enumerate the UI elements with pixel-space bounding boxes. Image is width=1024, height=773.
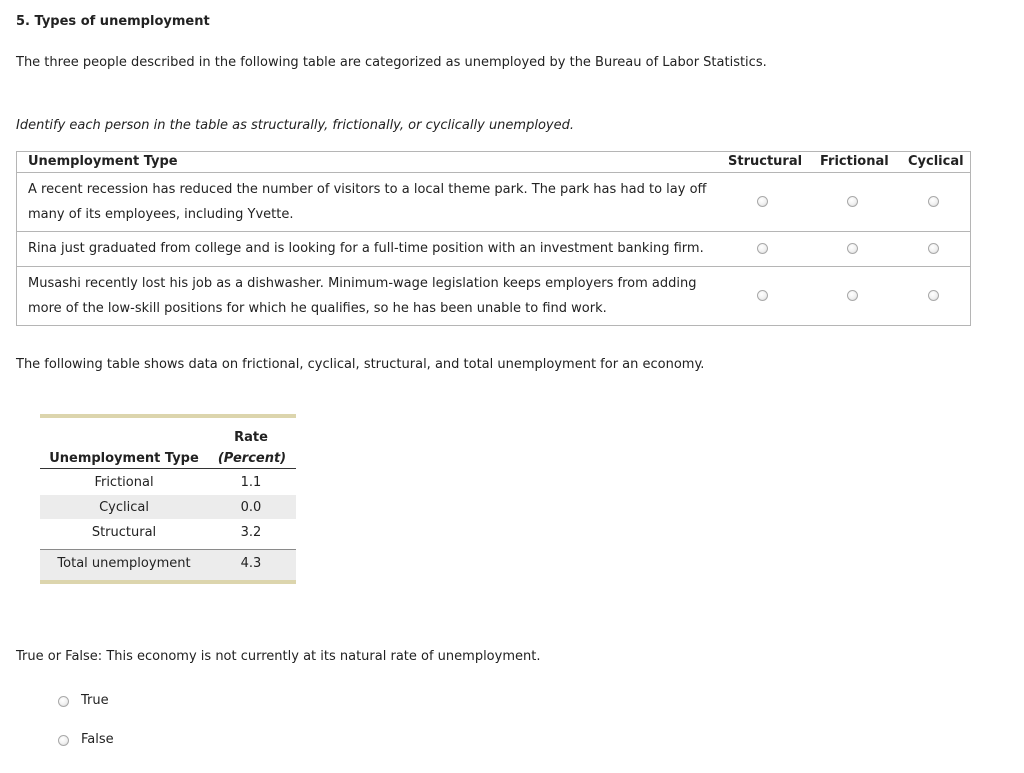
row-description [28,271,708,321]
cyclical-column-header: Cyclical [908,154,964,169]
structural-column-header: Structural [728,154,803,169]
true-label[interactable]: True [81,693,109,708]
header-divider [40,468,296,469]
yvette-structural-radio[interactable] [757,196,768,207]
row-description-line: Musashi recently lost his job as a dishwasher. Minimum-wage legislation keeps employers from adding [28,276,697,291]
structural-rate: 3.2 [240,525,262,540]
musashi-frictional-radio[interactable] [847,290,858,301]
percent-header: (Percent) [217,451,287,466]
row-description [28,236,708,261]
rina-structural-radio[interactable] [757,243,768,254]
instruction-text: Identify each person in the table as structurally, frictionally, or cyclically unemployed. [16,118,574,133]
table-top-border [40,414,296,418]
row-description [28,177,708,227]
row-description-line: A recent recession has reduced the number of visitors to a local theme park. The park has had to lay off [28,182,707,197]
rina-frictional-radio[interactable] [847,243,858,254]
row-description-line: many of its employees, including Yvette. [28,207,294,222]
yvette-cyclical-radio[interactable] [928,196,939,207]
following-table-text: The following table shows data on frictional, cyclical, structural, and total unemployment for an economy. [16,357,705,372]
frictional-column-header: Frictional [820,154,889,169]
question-heading: 5. Types of unemployment [16,14,210,29]
musashi-cyclical-radio[interactable] [928,290,939,301]
table-row [17,266,970,325]
classification-table [16,151,971,326]
row-description-line: Rina just graduated from college and is looking for a full-time position with an investment banking firm. [28,241,704,256]
total-unemployment-label: Total unemployment [57,556,191,571]
intro-text: The three people described in the following table are categorized as unemployed by the Bureau of Labor Statistics. [16,55,767,70]
cyclical-label: Cyclical [99,500,149,515]
row-description-line: more of the low-skill positions for which he qualifies, so he has been unable to find work. [28,301,607,316]
frictional-label: Frictional [94,475,154,490]
rate-table [40,414,296,589]
frictional-rate: 1.1 [240,475,262,490]
rina-cyclical-radio[interactable] [928,243,939,254]
true-radio[interactable] [58,696,69,707]
true-false-question: True or False: This economy is not currently at its natural rate of unemployment. [16,649,541,664]
table-row [17,231,970,266]
table-row [17,172,970,231]
musashi-structural-radio[interactable] [757,290,768,301]
unemployment-type-column-header: Unemployment Type [49,451,199,466]
unemployment-type-header: Unemployment Type [28,154,178,169]
false-radio[interactable] [58,735,69,746]
rate-header: Rate [234,430,268,445]
total-unemployment-rate: 4.3 [240,556,262,571]
table-bottom-border [40,580,296,584]
structural-label: Structural [91,525,157,540]
yvette-frictional-radio[interactable] [847,196,858,207]
false-label[interactable]: False [81,732,114,747]
classification-header-row [17,152,970,172]
cyclical-rate: 0.0 [240,500,262,515]
